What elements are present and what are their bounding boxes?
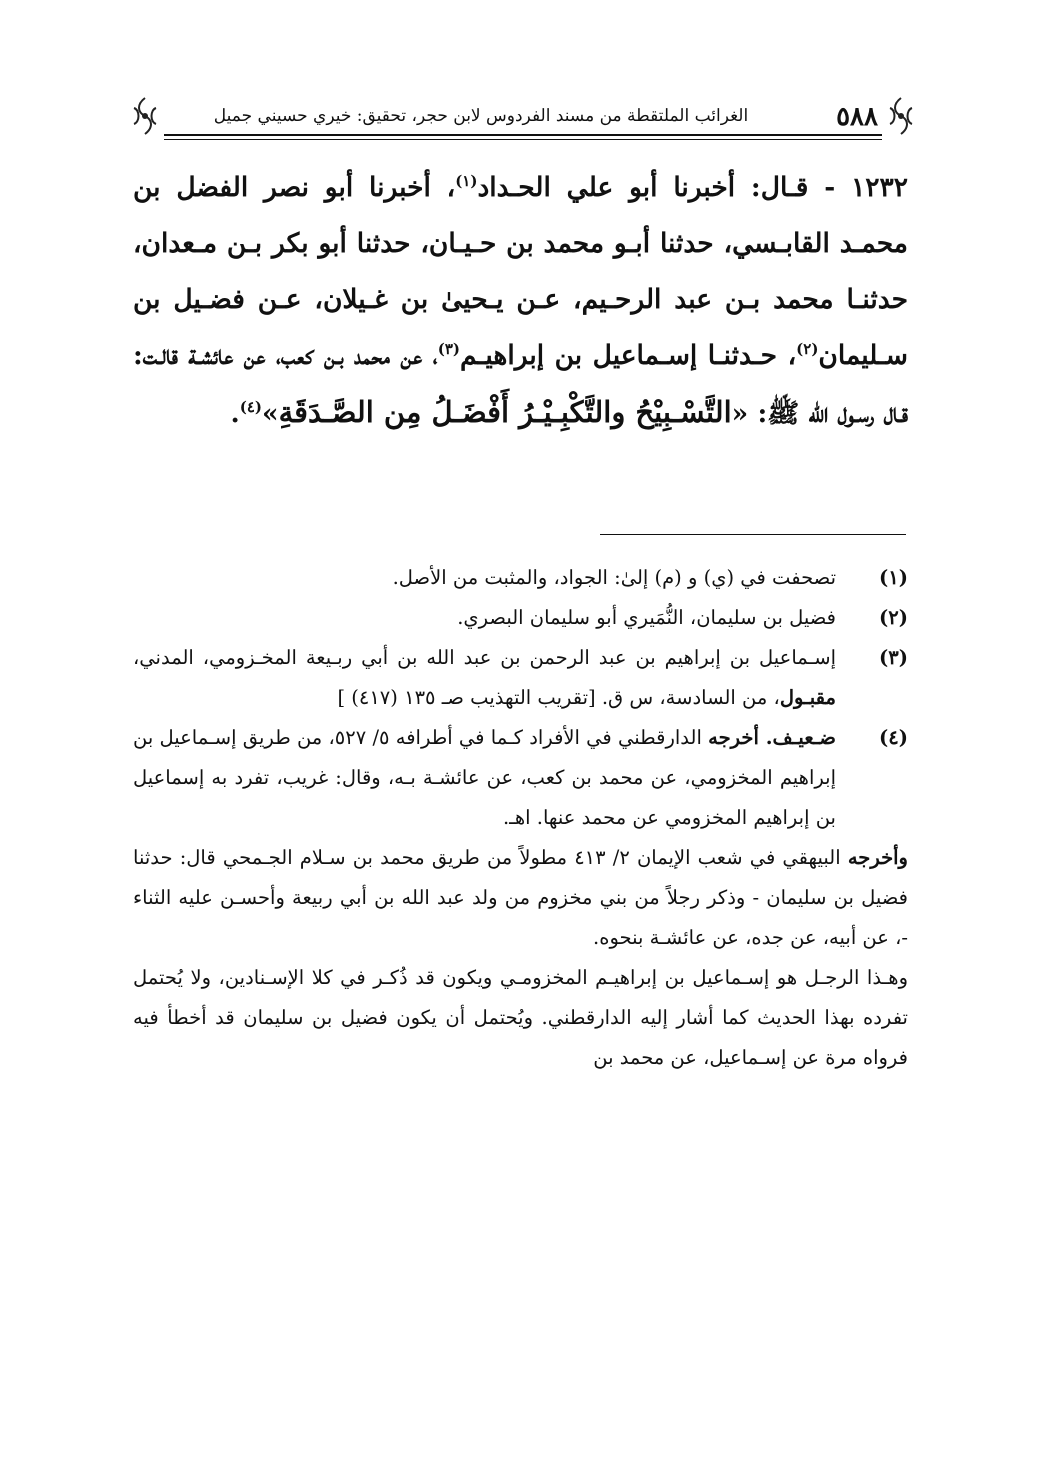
- footnote-4: [133, 718, 908, 838]
- punctuation: .: [758, 726, 773, 749]
- ornament-right-icon: [884, 96, 918, 136]
- footnote-text-part: إسـماعيل بن إبراهيم بن عبد الرحمن بن عبد الله بن أبي ربـيعة المخـزومي، المدني،: [133, 646, 836, 669]
- footnote-separator: [600, 534, 906, 535]
- footnote-text: تصحفت في (ي) و (م) إلىٰ: الجواد، والمثبت من الأصل.: [392, 566, 836, 589]
- ornament-left-icon: [128, 96, 162, 136]
- footnote-number: (٤): [879, 726, 908, 749]
- footnote-2: [133, 598, 908, 638]
- footnote-ref-2[interactable]: (٢): [796, 340, 819, 359]
- page-number: ٥٨٨: [836, 102, 878, 132]
- main-text: [133, 160, 908, 442]
- footnote-continuation-1: [133, 838, 908, 958]
- footnote-text-part: الدارقطني في الأفراد كـما في أطرافه ٥/ ٥٢٧، من طريق إسـماعيل بن إبراهيم المخزومي، عن محمد بن كعب، عن عائشـة بـه، وقال: غريب، تفرد به إسماعيل بن إبراهيم المخزومي عن محمد عنها. اهـ.: [133, 726, 836, 829]
- isnad-part-2: ، حـدثنـا إسـماعيل بن إبراهيـم: [460, 340, 797, 371]
- footnote-ref-1[interactable]: (١): [455, 172, 478, 191]
- footnote-text-part: البيهقي في شعب الإيمان ٢/ ٤١٣ مطولاً من طريق محمد بن سـلام الجـمحي قال: حدثنا فضيل بن سليمان - وذكر رجلاً من بني مخزوم من ولد عبد الله بن أبي ربيعة وأحسـن عليه الثناء -، عن أبيه، عن جده، عن عائشـة بنحوه.: [133, 846, 908, 949]
- footnotes: [133, 558, 908, 1078]
- takhrij-label: وأخرجه: [847, 846, 908, 869]
- footnote-number: (١): [879, 566, 908, 589]
- footnote-3: [133, 638, 908, 718]
- hadith-paragraph: [133, 160, 908, 442]
- header-rule-thin: [164, 139, 882, 140]
- footnote-text: [133, 718, 836, 838]
- header-rule: [164, 134, 882, 136]
- final-period: .: [230, 398, 240, 429]
- hadith-matn: التَّسْـبِيْحُ والتَّكْبِـيْـرُ أَفْضَـلُ مِن الصَّـدَقَةِ: [278, 395, 732, 429]
- quote-close: »: [262, 398, 279, 429]
- running-header: [128, 96, 918, 140]
- grading-label: ضـعيـف: [772, 726, 836, 749]
- isnad-part-3: ، عن محمد بـن كعب، عن عائشـة قالـت: قـال رسـول الله ﷺ: «: [133, 340, 908, 429]
- isnad-part-1: ، أخبرنا أبو نصر الفضل بن محمـد القابـسي، حدثنا أبـو محمد بن حـيـان، حدثنا أبو بكر بـن مـعدان، حدثنـا محمد بـن عبد الرحـيم، عـن يـحيىٰ بن غـيلان، عـن فضـيل بن سـليمان: [133, 172, 909, 371]
- footnote-text: فضيل بن سليمان، النُّمَيري أبو سليمان البصري.: [457, 606, 836, 629]
- footnote-number: (٣): [879, 646, 908, 669]
- takhrij-label: أخرجه: [708, 726, 759, 749]
- footnote-text-part: ، من السادسة، س ق. [تقريب التهذيب صـ ١٣٥ (٤١٧) ]: [337, 686, 780, 709]
- grading-label: مقبـول: [779, 686, 836, 709]
- footnote-1: [133, 558, 908, 598]
- footnote-continuation-2: وهـذا الرجـل هو إسـماعيل بن إبراهيـم المخزومـي ويكون قد ذُكـر في كلا الإسـنادين، ولا يُحتمل تفرده بهذا الحديث كما أشار إليه الدارقطني. ويُحتمل أن يكون فضيل بن سليمان قد أخطأ فيه فرواه مرة عن إسـماعيل، عن محمد بن: [133, 966, 908, 1069]
- footnote-ref-3[interactable]: (٣): [437, 340, 460, 359]
- footnote-number: (٢): [879, 606, 908, 629]
- running-title: الغرائب الملتقطة من مسند الفردوس لابن حجر، تحقيق: خيري حسيني جميل: [213, 106, 749, 126]
- footnote-ref-4[interactable]: (٤): [239, 398, 263, 417]
- hadith-intro: ١٢٣٢ - قـال: أخبرنا أبو علي الحـداد: [477, 172, 909, 203]
- footnote-text: [133, 638, 836, 718]
